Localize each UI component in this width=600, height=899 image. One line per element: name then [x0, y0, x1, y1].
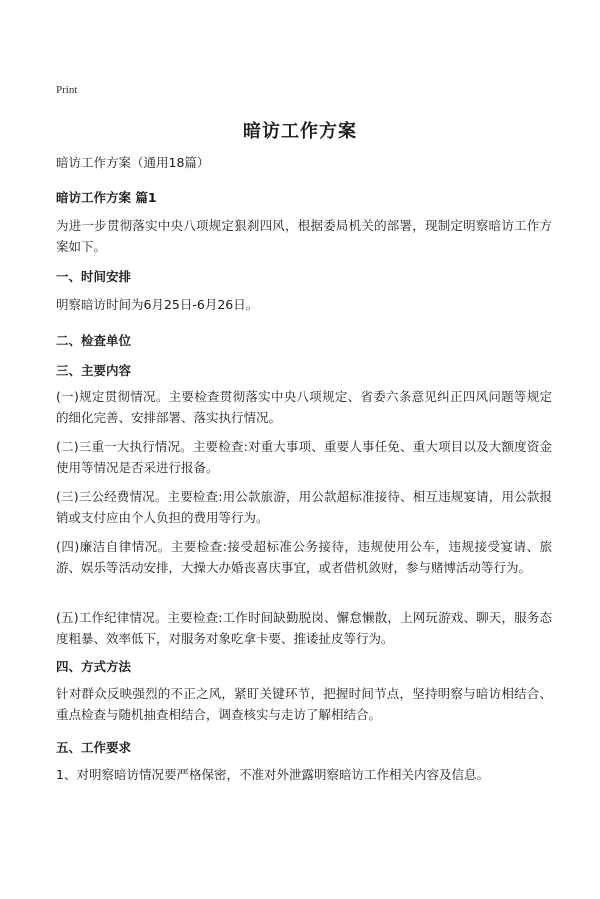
content-item-4: (四)廉洁自律情况。主要检查:接受超标准公务接待，违规使用公车，违规接受宴请、旅游、娱乐等活动安排，大操大办婚丧喜庆事宜，或者借机敛财，参与赌博活动等行为。 — [56, 539, 552, 575]
heading-time-schedule: 一、时间安排 — [56, 269, 132, 284]
content-item-5: (五)工作纪律情况。主要检查:工作时间缺勤脱岗、懈怠懒散，上网玩游戏、聊天，服务态度粗暴、效率低下，对服务对象吃拿卡要、推诿扯皮等行为。 — [56, 610, 552, 646]
content-item-1: (一)规定贯彻情况。主要检查贯彻落实中央八项规定、省委六条意见纠正四风问题等规定的细化完善、安排部署、落实执行情况。 — [56, 389, 552, 425]
document-title: 暗访工作方案 — [243, 121, 357, 142]
print-label: Print — [56, 84, 78, 96]
heading-methods: 四、方式方法 — [56, 659, 132, 674]
heading-inspection-units: 二、检查单位 — [56, 333, 132, 348]
heading-main-content: 三、主要内容 — [56, 363, 132, 378]
content-item-3: (三)三公经费情况。主要检查:用公款旅游，用公款超标准接待、相互违规宴请，用公款报销或支付应由个人负担的费用等行为。 — [56, 489, 552, 525]
content-item-2: (二)三重一大执行情况。主要检查:对重大事项、重要人事任免、重大项目以及大额度资金使用等情况是否采进行报备。 — [56, 439, 552, 475]
section-title: 暗访工作方案 篇1 — [56, 190, 157, 205]
document-subtitle: 暗访工作方案（通用18篇） — [56, 155, 210, 170]
requirements-paragraph: 1、对明察暗访情况要严格保密，不准对外泄露明察暗访工作相关内容及信息。 — [56, 767, 489, 782]
time-paragraph: 明察暗访时间为6月25日-6月26日。 — [56, 297, 259, 312]
methods-paragraph: 针对群众反映强烈的不正之风，紧盯关键环节，把握时间节点，坚持明察与暗访相结合、重点检查与随机抽查相结合，调查核实与走访了解相结合。 — [56, 686, 552, 722]
heading-requirements: 五、工作要求 — [56, 740, 132, 755]
intro-paragraph: 为进一步贯彻落实中央八项规定狠刹四风，根据委局机关的部署，现制定明察暗访工作方案如下。 — [56, 218, 552, 254]
